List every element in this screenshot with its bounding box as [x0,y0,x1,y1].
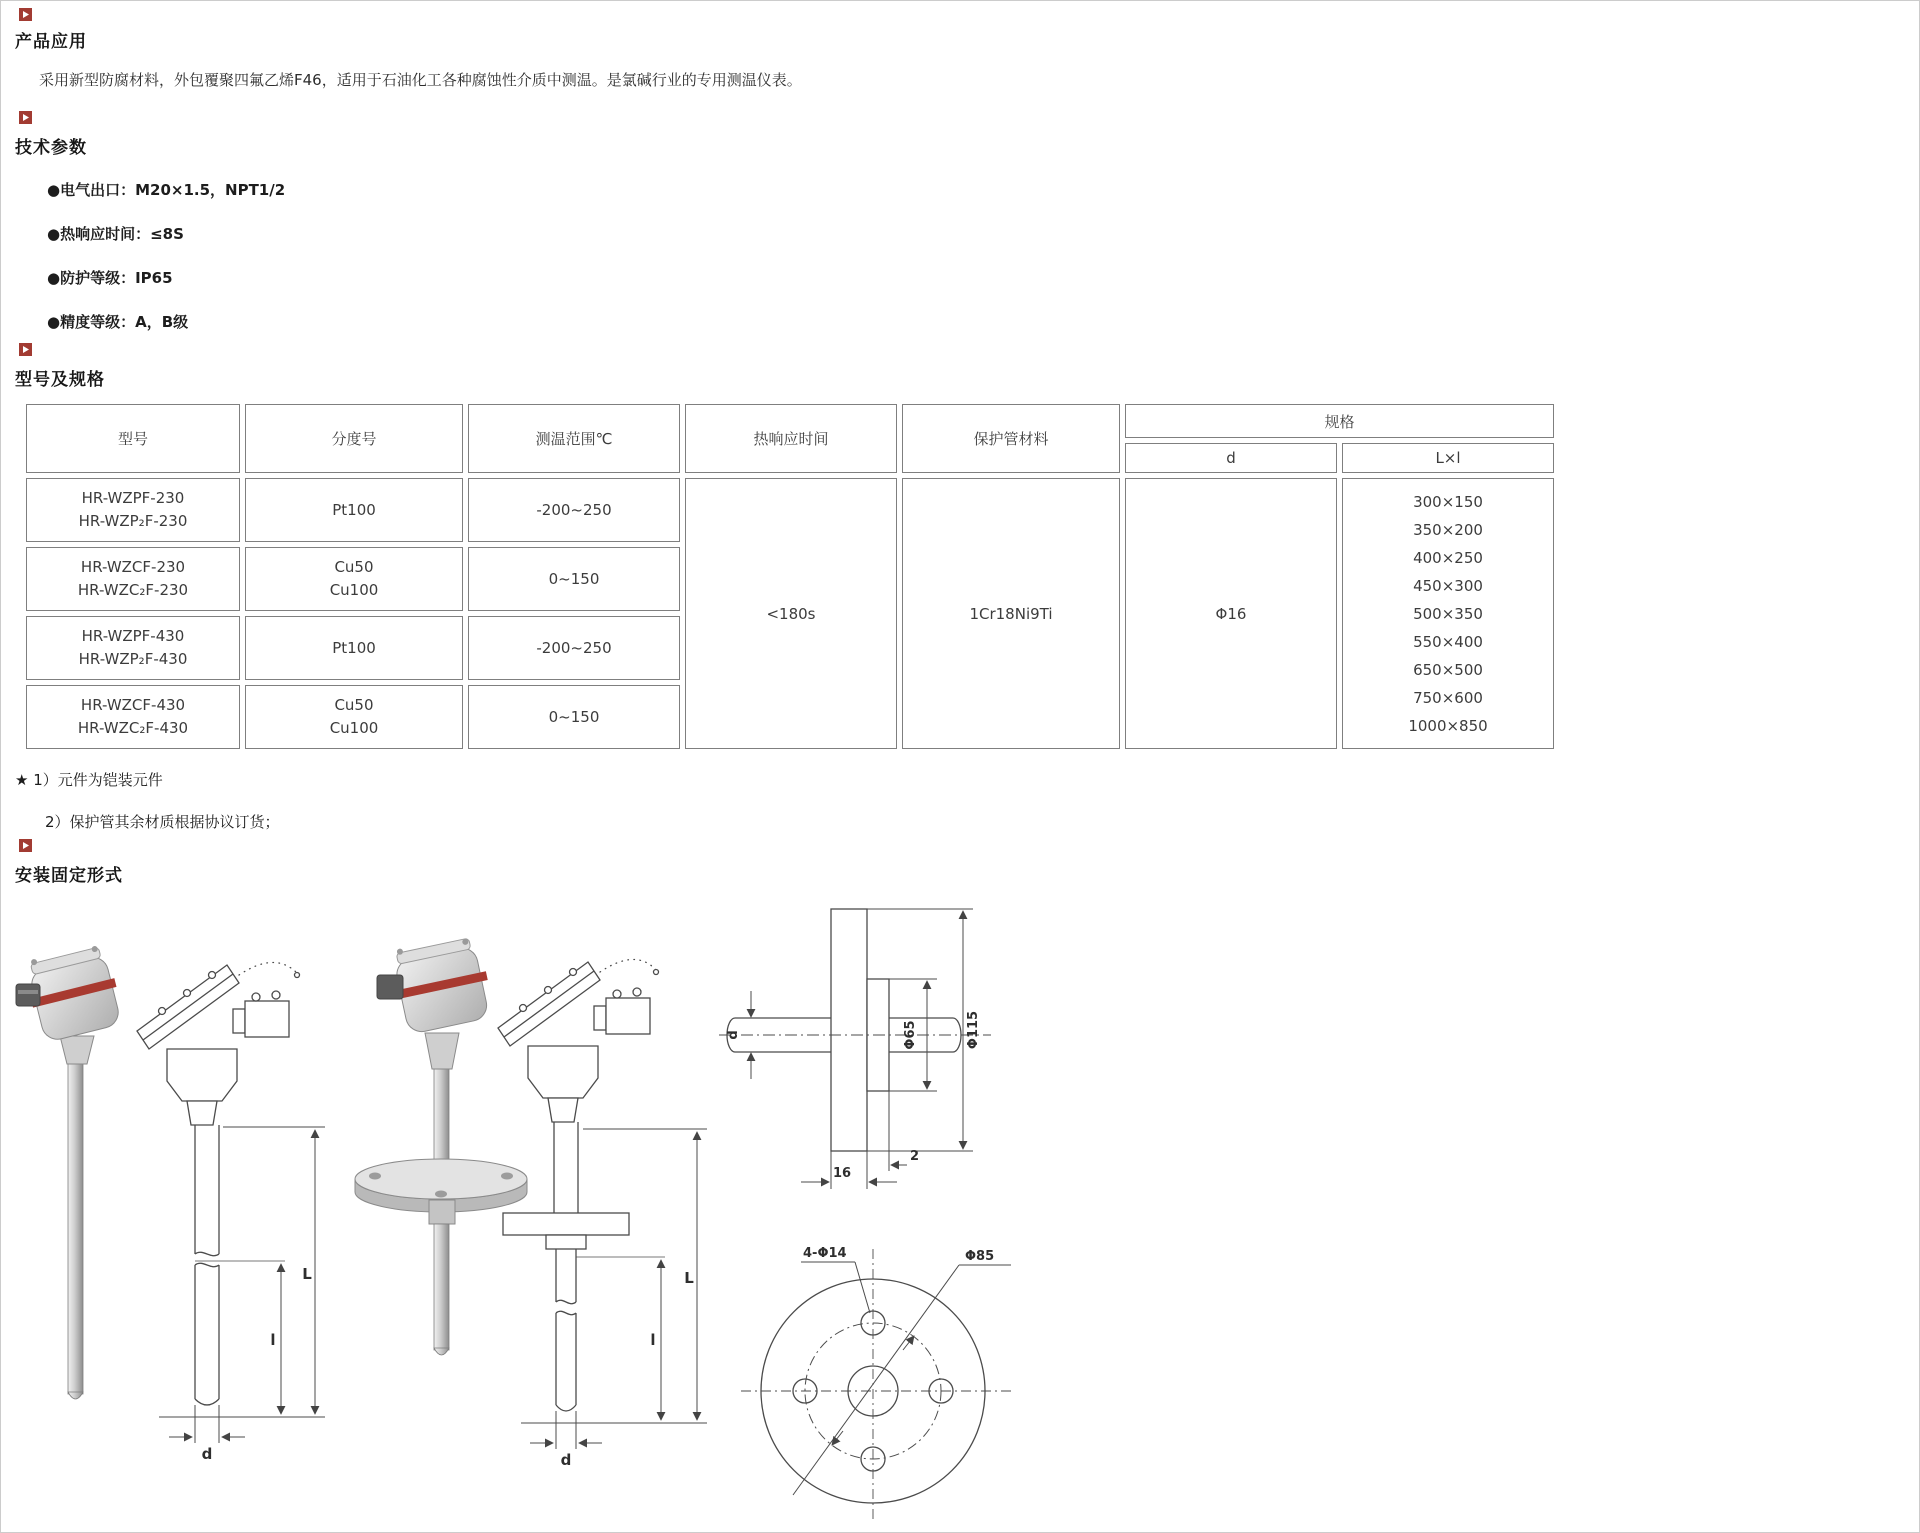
label-thickness: 16 [832,1166,852,1181]
response-cell: <180s [685,478,897,749]
figure-flange-face [713,1233,1043,1523]
section-marker-icon [19,111,32,124]
figure-thermocouple-photo-plain [16,946,131,1416]
label-d: d [201,1445,213,1463]
label-phi115: Φ115 [966,1010,981,1050]
neck [187,1101,217,1125]
spec-table-wrap [21,399,1559,754]
label-L: L [302,1265,312,1283]
section-marker-icon [19,839,32,852]
section-title-parameters: 技术参数 [15,138,87,158]
table-row [26,478,1554,542]
connection-head [388,932,496,1035]
cap-chain [600,959,656,972]
probe-tip [434,1348,449,1355]
terminal-box [606,998,650,1034]
spec-table [21,399,1559,754]
col-header-response: 热响应时间 [685,404,897,473]
label-bolt-circle: Φ85 [965,1249,995,1264]
head-body [167,1049,237,1101]
graduation-cell: Pt100 [245,616,463,680]
sizes-cell: 300×150 350×200 400×250 450×300 500×350 550×400 650×500 750×600 1000×850 [1342,478,1554,749]
footnote-1: ★ 1）元件为铠装元件 [15,771,163,789]
graduation-cell: Pt100 [245,478,463,542]
range-cell: 0~150 [468,547,680,611]
upper-tube [434,1067,449,1169]
application-body-text: 采用新型防腐材料，外包覆聚四氟乙烯F46，适用于石油化工各种腐蚀性介质中测温。是氯碱行业的专用测温仪表。 [39,71,802,89]
section-title-installation: 安装固定形式 [15,866,123,886]
col-header-material: 保护管材料 [902,404,1120,473]
parameter-item: ●精度等级：A，B级 [47,313,189,331]
graduation-cell: Cu50 Cu100 [245,547,463,611]
cap-chain [239,962,297,975]
parameter-item: ●电气出口：M20×1.5，NPT1/2 [47,181,286,199]
col-header-model: 型号 [26,404,240,473]
footnote-2: 2）保护管其余材质根据协议订货； [45,813,280,831]
label-step: 2 [910,1149,920,1164]
label-d: d [560,1451,572,1469]
bolt-circle-leader [793,1265,959,1495]
bolt-hole-leader [855,1262,870,1313]
figure-line-drawing-flange [493,913,713,1478]
probe-tip [556,1405,576,1411]
model-cell: HR-WZPF-230 HR-WZP₂F-230 [26,478,240,542]
material-cell: 1Cr18Ni9Ti [902,478,1120,749]
col-header-lxl: L×l [1342,443,1554,473]
probe-neck [425,1033,459,1069]
model-cell: HR-WZCF-230 HR-WZC₂F-230 [26,547,240,611]
label-bolt-holes: 4-Φ14 [803,1246,847,1261]
col-header-range: 测温范围℃ [468,404,680,473]
col-header-spec: 规格 [1125,404,1554,438]
label-l: l [650,1331,656,1349]
head-body [528,1046,598,1098]
probe-tip [68,1392,83,1399]
cable-connector [377,975,403,999]
section-title-models: 型号及规格 [15,370,105,390]
flange-hub [429,1200,455,1224]
range-cell: -200~250 [468,478,680,542]
model-cell: HR-WZPF-430 HR-WZP₂F-430 [26,616,240,680]
range-cell: 0~150 [468,685,680,749]
connector-detail [18,990,38,994]
probe-shaft [68,1062,83,1394]
section-marker-icon [19,8,32,21]
figure-flange-cross-section [701,899,1001,1199]
diameter-cell: Φ16 [1125,478,1337,749]
col-header-d: d [1125,443,1337,473]
label-l: l [270,1331,276,1349]
neck [548,1098,578,1122]
label-d: d [726,1030,741,1040]
model-cell: HR-WZCF-430 HR-WZC₂F-430 [26,685,240,749]
range-cell: -200~250 [468,616,680,680]
probe-tip [195,1399,219,1405]
parameter-item: ●防护等级：IP65 [47,269,173,287]
flange-plate [503,1213,629,1235]
probe-shaft [434,1224,449,1350]
section-marker-icon [19,343,32,356]
graduation-cell: Cu50 Cu100 [245,685,463,749]
label-L: L [684,1269,694,1287]
terminal-box [245,1001,289,1037]
col-header-graduation: 分度号 [245,404,463,473]
figure-line-drawing-plain [129,913,329,1473]
parameter-item: ●热响应时间：≤8S [47,225,184,243]
flange-plate [831,909,867,1151]
section-title-application: 产品应用 [15,32,87,52]
flange-hub [546,1235,586,1249]
label-phi65: Φ65 [903,1020,918,1050]
cable-connector [16,984,40,1006]
probe-neck [60,1036,94,1064]
